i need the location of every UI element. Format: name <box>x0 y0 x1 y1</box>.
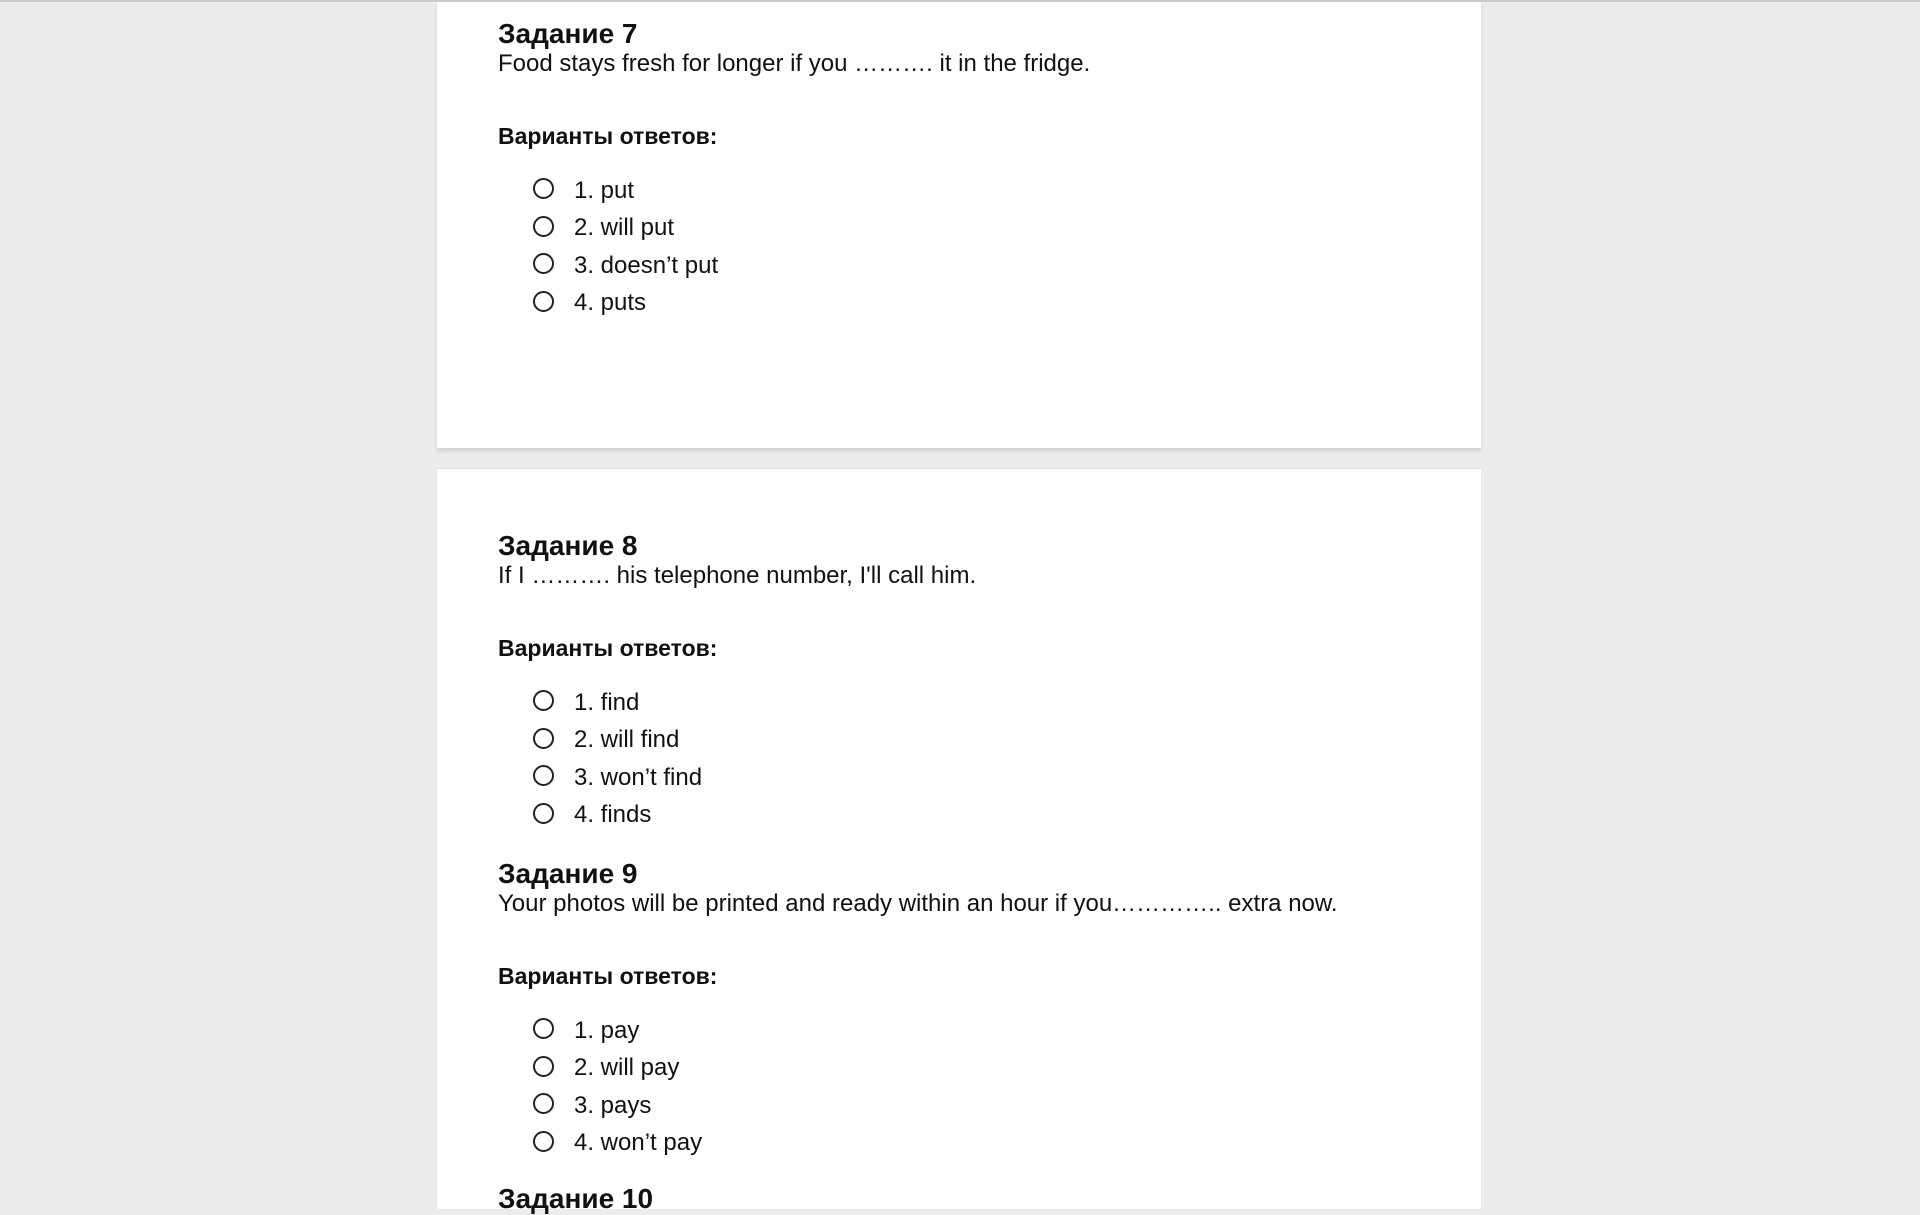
document-page-2 <box>437 469 1481 1214</box>
task-question: Food stays fresh for longer if you ………. it in the fridge. <box>498 50 1091 77</box>
task-question: Your photos will be printed and ready within an hour if you………….. extra now. <box>498 890 1338 917</box>
option-label: 1. find <box>574 688 640 716</box>
answer-option-1[interactable] <box>533 172 1458 210</box>
answer-option-3[interactable] <box>533 247 1458 285</box>
answer-options <box>498 172 1458 322</box>
task-8 <box>498 530 1458 834</box>
option-label: 1. pay <box>574 1016 640 1044</box>
option-label: 4. won’t pay <box>574 1129 703 1157</box>
answer-options <box>498 1012 1458 1162</box>
option-label: 3. pays <box>574 1091 652 1119</box>
option-label: 1. put <box>574 176 635 204</box>
radio-button[interactable] <box>533 1018 554 1039</box>
option-label: 4. finds <box>574 801 652 829</box>
answer-option-4[interactable] <box>533 285 1458 323</box>
task-9 <box>498 858 1458 1162</box>
radio-button[interactable] <box>533 1056 554 1077</box>
option-label: 3. doesn’t put <box>574 251 719 279</box>
radio-button[interactable] <box>533 253 554 274</box>
radio-button[interactable] <box>533 178 554 199</box>
radio-button[interactable] <box>533 728 554 749</box>
answer-option-2[interactable] <box>533 210 1458 248</box>
answers-label: Варианты ответов: <box>498 963 718 989</box>
answer-option-4[interactable] <box>533 1125 1458 1163</box>
answer-option-1[interactable] <box>533 684 1458 722</box>
option-label: 4. puts <box>574 289 647 317</box>
document-page-1 <box>437 2 1481 448</box>
radio-button[interactable] <box>533 216 554 237</box>
radio-button[interactable] <box>533 1131 554 1152</box>
task-10-title: Задание 10 <box>498 1183 654 1214</box>
answer-option-3[interactable] <box>533 1087 1458 1125</box>
radio-button[interactable] <box>533 690 554 711</box>
task-question: If I ………. his telephone number, I'll call him. <box>498 562 977 589</box>
answer-option-4[interactable] <box>533 797 1458 835</box>
radio-button[interactable] <box>533 291 554 312</box>
option-label: 3. won’t find <box>574 763 703 791</box>
task-title: Задание 8 <box>498 530 638 561</box>
answer-options <box>498 684 1458 834</box>
answer-option-3[interactable] <box>533 759 1458 797</box>
task-title: Задание 7 <box>498 18 638 49</box>
option-label: 2. will find <box>574 726 680 754</box>
radio-button[interactable] <box>533 765 554 786</box>
answers-label: Варианты ответов: <box>498 123 718 149</box>
task-title: Задание 9 <box>498 858 638 889</box>
answers-label: Варианты ответов: <box>498 635 718 661</box>
task-7 <box>498 18 1458 322</box>
radio-button[interactable] <box>533 1093 554 1114</box>
answer-option-2[interactable] <box>533 722 1458 760</box>
radio-button[interactable] <box>533 803 554 824</box>
option-label: 2. will put <box>574 214 675 242</box>
answer-option-1[interactable] <box>533 1012 1458 1050</box>
option-label: 2. will pay <box>574 1054 680 1082</box>
answer-option-2[interactable] <box>533 1050 1458 1088</box>
